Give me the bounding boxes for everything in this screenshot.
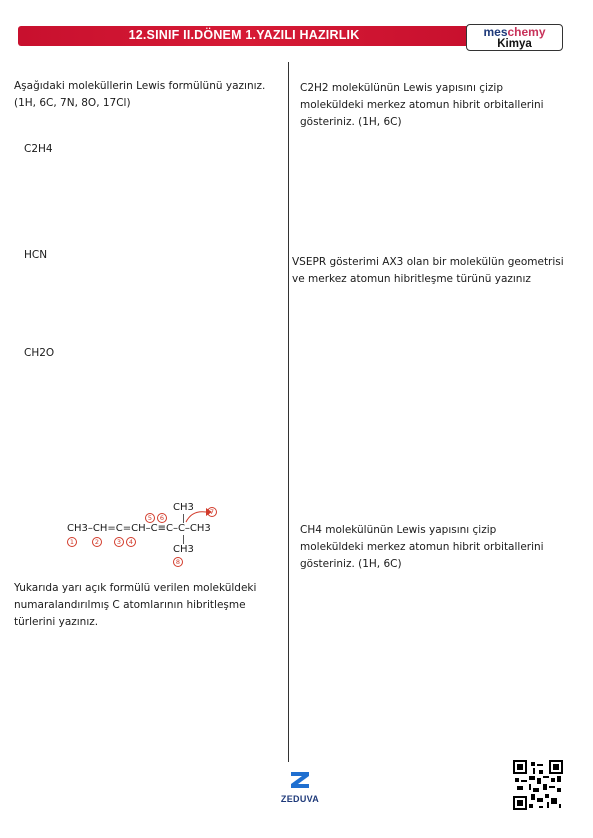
publisher-logo — [280, 770, 320, 804]
page-title: 12.SINIF II.DÖNEM 1.YAZILI HAZIRLIK — [128, 28, 360, 42]
top-methyl-group: CH3 — [173, 502, 194, 513]
question-3-text: C2H2 molekülünün Lewis yapısını çizip moleküldeki merkez atomun hibrit orbitallerini gösteriniz. (1H, 6C) — [300, 82, 544, 128]
brand-name: meschemy — [483, 25, 546, 39]
question-4-text: VSEPR gösterimi AX3 olan bir molekülün geometrisi ve merkez atomun hibritleşme türünü yazınız — [292, 256, 564, 285]
molecule-hcn: HCN — [24, 249, 48, 261]
question-1-text: Aşağıdaki moleküllerin Lewis formülünü yazınız. (1H, 6C, 7N, 8O, 17Cl) — [14, 80, 266, 109]
atom-number-6: 6 — [157, 513, 167, 523]
atom-number-5: 5 — [145, 513, 155, 523]
atom-number-4: 4 — [126, 537, 136, 547]
molecule-ch2o: CH2O — [24, 347, 55, 359]
atom-number-3: 3 — [114, 537, 124, 547]
question-2-text: Yukarıda yarı açık formülü verilen moleküldeki numaralandırılmış C atomlarının hibritleşme türlerini yazınız. — [14, 582, 257, 628]
header-banner — [18, 26, 470, 46]
atom-number-1: 1 — [67, 537, 77, 547]
publisher-name: ZEDUVA — [280, 794, 320, 804]
molecule-c2h4: C2H4 — [24, 143, 53, 155]
atom-number-2: 2 — [92, 537, 102, 547]
column-divider — [288, 62, 289, 762]
question-5-text: CH4 molekülünün Lewis yapısını çizip moleküldeki merkez atomun hibrit orbitallerini gösteriniz. (1H, 6C) — [300, 524, 544, 570]
bottom-methyl-group: CH3 — [173, 544, 194, 555]
atom-number-8: 8 — [173, 557, 183, 567]
main-chain: CH3–CH=C=CH–C≡C–C–CH3 — [67, 523, 211, 534]
z-logo-icon — [289, 770, 311, 790]
atom-number-7: 7 — [207, 507, 217, 517]
brand-logo — [466, 24, 563, 51]
bottom-bond: | — [182, 535, 186, 545]
qr-code-icon — [513, 760, 563, 810]
brand-subtitle: Kimya — [497, 38, 532, 50]
top-bond: | — [182, 514, 186, 524]
